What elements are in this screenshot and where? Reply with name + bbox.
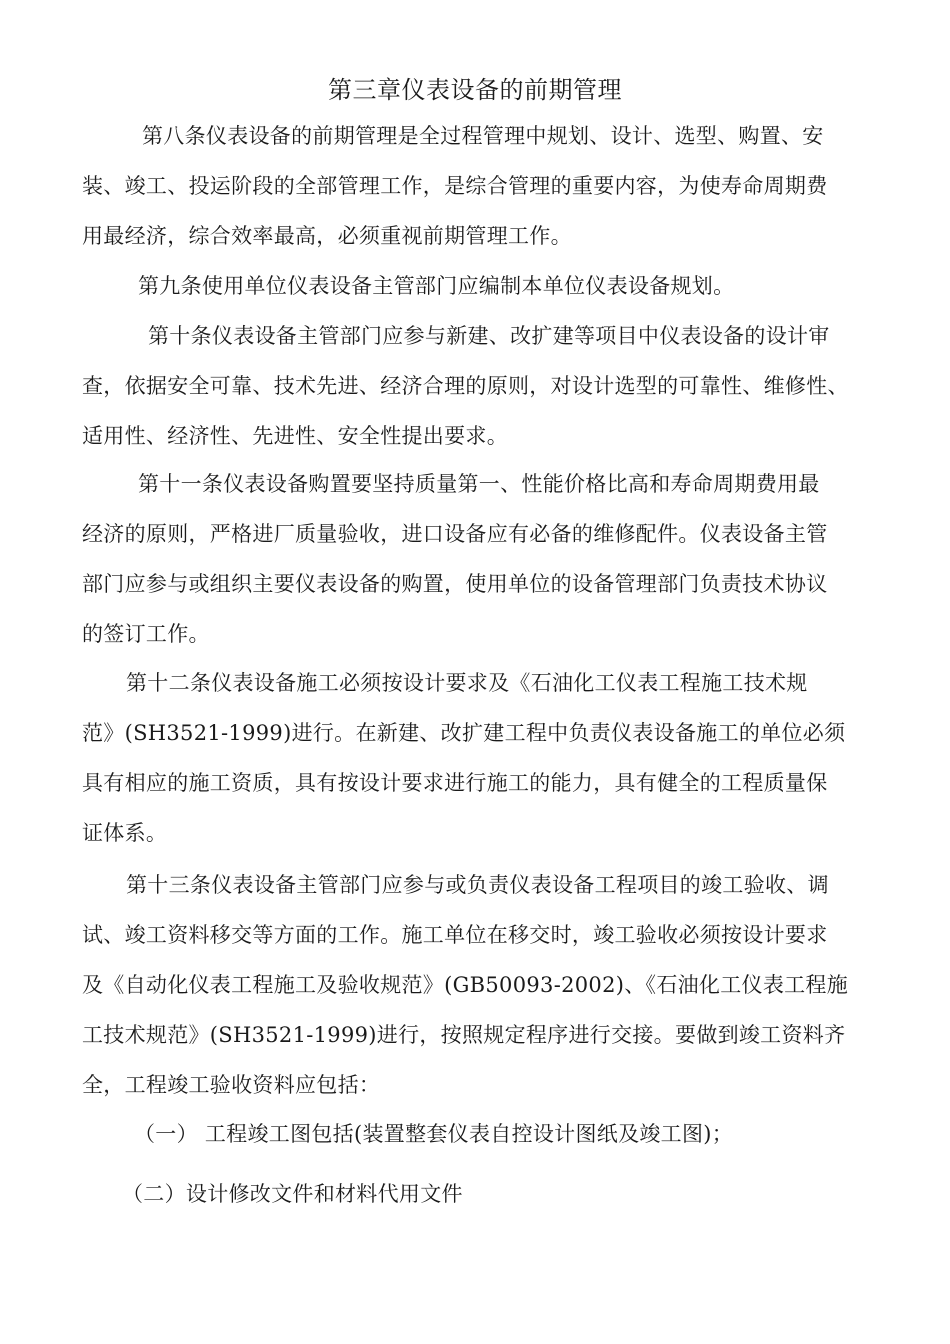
paragraph-article-9 [82,261,882,311]
list-item-1 [82,1109,882,1159]
paragraph-line: 的签订工作。 [82,622,210,646]
paragraph-line: 第十二条仪表设备施工必须按设计要求及《石油化工仪表工程施工技术规 [126,671,808,695]
list-item-text: （二）设计修改文件和材料代用文件 [122,1182,463,1206]
paragraph-line: 范》(SH3521-1999)进行。在新建、改扩建工程中负责仪表设备施工的单位必须 [82,721,846,745]
paragraph-line: 具有相应的施工资质，具有按设计要求进行施工的能力，具有健全的工程质量保 [82,771,828,795]
paragraph-article-8 [82,111,882,261]
paragraph-line: 适用性、经济性、先进性、安全性提出要求。 [82,424,508,448]
list-item-text: （一） 工程竣工图包括(装置整套仪表自控设计图纸及竣工图)； [134,1122,734,1146]
list-item-2 [82,1169,882,1219]
chapter-title: 第三章仪表设备的前期管理 [328,76,622,104]
paragraph-line: 部门应参与或组织主要仪表设备的购置，使用单位的设备管理部门负责技术协议 [82,572,828,596]
paragraph-line: 及《自动化仪表工程施工及验收规范》(GB50093-2002)、《石油化工仪表工程施 [82,973,849,997]
paragraph-article-13 [82,860,882,1110]
paragraph-line: 装、竣工、投运阶段的全部管理工作，是综合管理的重要内容，为使寿命周期费 [82,174,828,198]
paragraph-line: 第九条使用单位仪表设备主管部门应编制本单位仪表设备规划。 [138,274,735,298]
paragraph-line: 经济的原则，严格进厂质量验收，进口设备应有必备的维修配件。仪表设备主管 [82,522,828,546]
paragraph-article-12 [82,658,882,858]
paragraph-article-11 [82,459,882,659]
paragraph-line: 第十三条仪表设备主管部门应参与或负责仪表设备工程项目的竣工验收、调 [126,873,829,897]
paragraph-line: 查，依据安全可靠、技术先进、经济合理的原则，对设计选型的可靠性、维修性、 [82,374,849,398]
paragraph-line: 全，工程竣工验收资料应包括： [82,1073,381,1097]
paragraph-line: 第八条仪表设备的前期管理是全过程管理中规划、设计、选型、购置、安 [142,124,824,148]
paragraph-line: 第十条仪表设备主管部门应参与新建、改扩建等项目中仪表设备的设计审 [148,324,830,348]
paragraph-line: 第十一条仪表设备购置要坚持质量第一、性能价格比高和寿命周期费用最 [138,472,820,496]
paragraph-line: 试、竣工资料移交等方面的工作。施工单位在移交时，竣工验收必须按设计要求 [82,923,828,947]
paragraph-line: 用最经济，综合效率最高，必须重视前期管理工作。 [82,224,572,248]
paragraph-article-10 [82,311,882,461]
paragraph-line: 工技术规范》(SH3521-1999)进行，按照规定程序进行交接。要做到竣工资料齐 [82,1023,846,1047]
paragraph-line: 证体系。 [82,821,168,845]
